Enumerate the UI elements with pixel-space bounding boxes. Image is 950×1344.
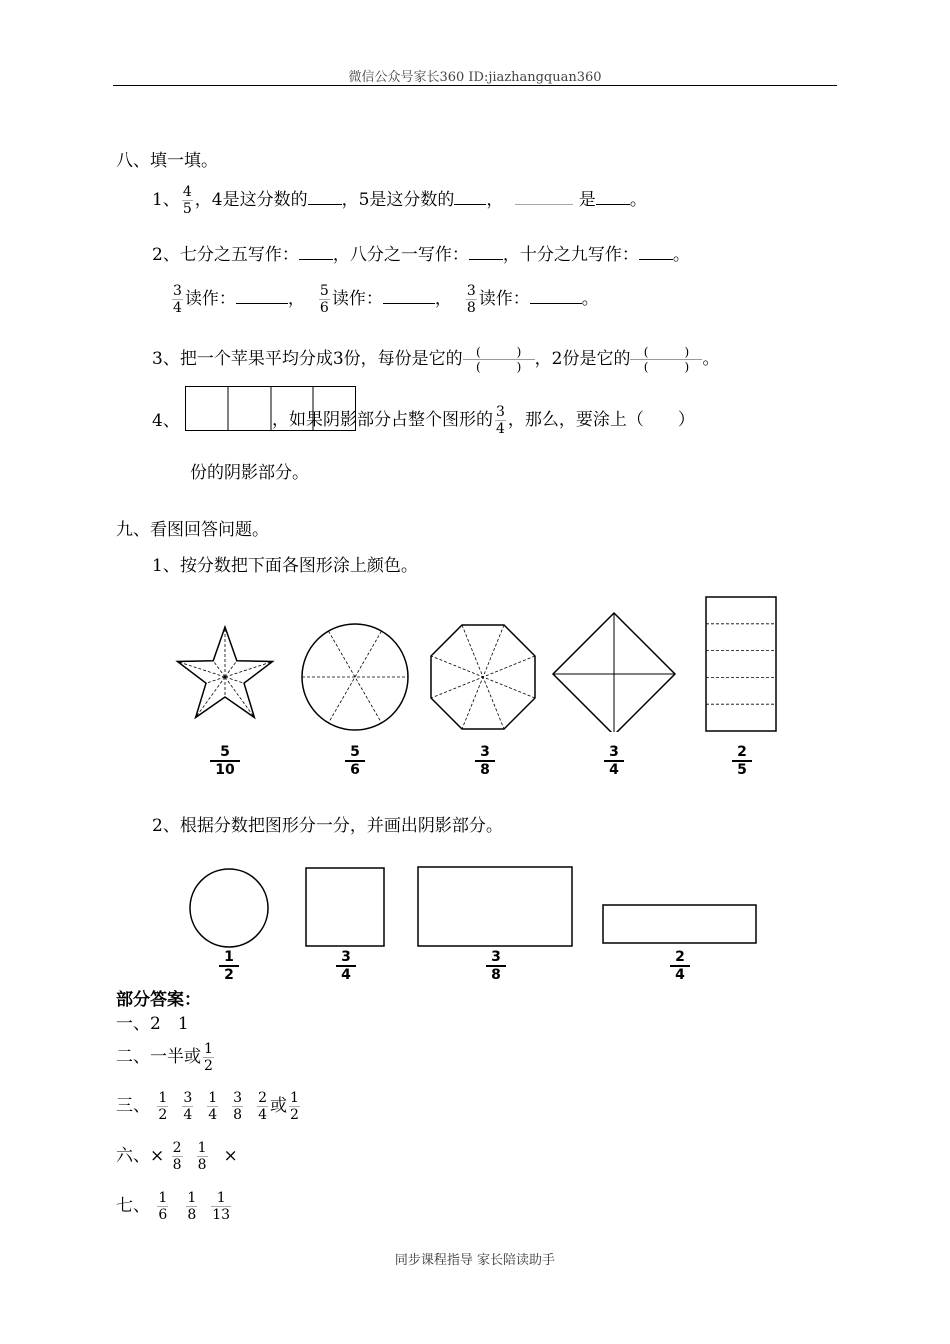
diamond-shape[interactable] xyxy=(553,613,675,732)
answer-7: 七、 $\frac{1}{6}$ $\frac{1}{8}$ $\frac{1}{13}$ xyxy=(116,1190,231,1223)
fraction-answer-box[interactable]: ( ) ( ) xyxy=(630,345,702,374)
q8-1: 1、 $\frac{4}{5}$ ，4是这分数的 ，5是这分数的 ， 是 。 xyxy=(152,184,647,217)
shape-label-circle: 5 6 xyxy=(345,744,365,778)
q8-2: 2、七分之五写作： ，八分之一写作： ，十分之九写作： 。 xyxy=(152,245,690,265)
shape-label-octagon: 3 8 xyxy=(475,744,495,778)
answer-blank[interactable] xyxy=(308,188,342,205)
rectangle-to-divide[interactable] xyxy=(418,867,572,946)
q9-2: 2、根据分数把图形分一分，并画出阴影部分。 xyxy=(152,816,503,836)
answer-2: 二、一半或 $\frac{1}{2}$ xyxy=(116,1041,213,1074)
fraction-3-4: $\frac{3}{4}$ xyxy=(496,404,505,437)
q8-2b: $\frac{3}{4}$ 读作： ， $\frac{5}{6}$ 读作： ， $\frac{3}{8}$ 读作： 。 xyxy=(173,283,599,316)
shape-label-star: 5 10 xyxy=(210,744,240,778)
answer-blank[interactable] xyxy=(236,287,288,304)
q8-4: ，如果阴影部分占整个图形的 $\frac{3}{4}$ ，那么，要涂上（ ） xyxy=(272,404,695,437)
shape-label-rectangle: 2 5 xyxy=(732,744,752,778)
divide-label-strip: 2 4 xyxy=(670,949,690,983)
answer-3: 三、 $\frac{1}{2}$ $\frac{3}{4}$ $\frac{1}{4}$ $\frac{3}{8}$ $\frac{2}{4}$ 或 $\frac{1}{2}$ xyxy=(116,1090,299,1123)
answer-blank[interactable] xyxy=(639,243,673,260)
answer-blank[interactable] xyxy=(454,188,486,205)
circle-to-divide[interactable] xyxy=(190,869,268,947)
section-9-title: 九、看图回答问题。 xyxy=(116,520,269,540)
octagon-shape[interactable] xyxy=(431,625,535,729)
answer-blank[interactable] xyxy=(596,188,630,205)
q8-4-line2: 份的阴影部分。 xyxy=(190,463,309,483)
q9-1: 1、按分数把下面各图形涂上颜色。 xyxy=(152,556,418,576)
answer-blank[interactable] xyxy=(469,243,503,260)
star-shape[interactable] xyxy=(177,627,272,718)
answer-blank[interactable] xyxy=(383,287,435,304)
fraction-answer-box[interactable]: ( ) ( ) xyxy=(463,345,535,374)
shape-label-diamond: 3 4 xyxy=(604,744,624,778)
fraction-4-5: $\frac{4}{5}$ xyxy=(182,184,192,217)
square-to-divide[interactable] xyxy=(306,868,384,946)
q8-3: 3、把一个苹果平均分成3份，每份是它的 ( ) ( ) ，2份是它的 ( ) ( ) 。 xyxy=(152,345,720,374)
answer-blank[interactable] xyxy=(299,243,333,260)
answers-title: 部分答案： xyxy=(116,990,201,1010)
fraction-3-4: $\frac{3}{4}$ xyxy=(173,283,182,316)
strip-to-divide[interactable] xyxy=(603,905,756,943)
fraction-3-8: $\frac{3}{8}$ xyxy=(466,283,476,316)
circle-shape[interactable] xyxy=(302,624,408,730)
shapes-to-divide xyxy=(185,862,765,952)
divide-label-rectangle: 3 8 xyxy=(486,949,506,983)
header-rule xyxy=(113,85,837,86)
shapes-to-color xyxy=(160,592,800,732)
striped-rectangle-shape[interactable] xyxy=(706,597,776,731)
page-footer: 同步课程指导 家长陪读助手 xyxy=(394,1253,556,1268)
answer-6: 六、× $\frac{2}{8}$ $\frac{1}{8}$ × xyxy=(116,1140,238,1173)
answer-blank[interactable] xyxy=(530,287,582,304)
fraction-5-6: $\frac{5}{6}$ xyxy=(319,283,329,316)
divide-label-circle: 1 2 xyxy=(219,949,239,983)
q8-4-prefix: 4、 xyxy=(152,411,180,431)
section-8-title: 八、填一填。 xyxy=(116,151,218,171)
divide-label-square: 3 4 xyxy=(336,949,356,983)
fraction-line-blank[interactable] xyxy=(515,194,573,205)
page-header: 微信公众号家长360 ID:jiazhangquan360 xyxy=(348,70,602,85)
answer-1: 一、2 1 xyxy=(116,1014,189,1034)
